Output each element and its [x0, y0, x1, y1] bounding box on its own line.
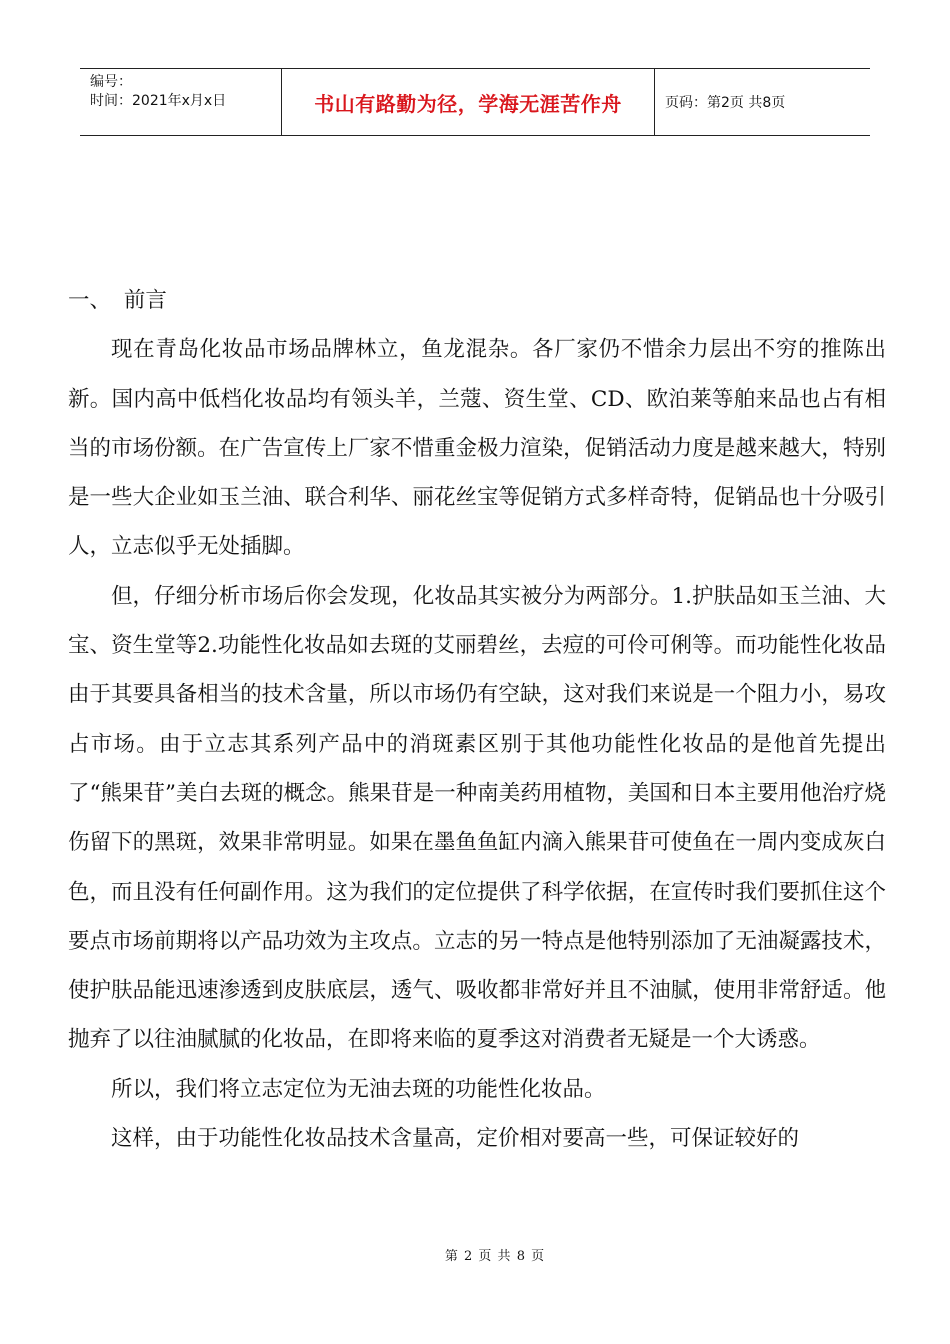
paragraph: 现在青岛化妆品市场品牌林立，鱼龙混杂。各厂家仍不惜余力层出不穷的推陈出新。国内高中低档化妆品均有领头羊，兰蔻、资生堂、CD、欧泊莱等舶来品也占有相当的市场份额。在广告宣传上厂家不惜重金极力渲染，促销活动力度是越来越大，特别是一些大企业如玉兰油、联合利华、丽花丝宝等促销方式多样奇特，促销品也十分吸引人，立志似乎无处插脚。: [68, 337, 886, 560]
header-page-number: 页码：第2页 共8页: [665, 95, 786, 111]
page-header: [80, 68, 870, 136]
paragraph: 所以，我们将立志定位为无油去斑的功能性化妆品。: [111, 1076, 606, 1102]
page-footer: 第 2 页 共 8 页: [444, 1249, 546, 1264]
document-number-label: 编号：: [90, 74, 132, 90]
header-motto: 书山有路勤为径，学海无涯苦作舟: [282, 69, 655, 135]
document-time-label: 时间：2021年x月x日: [90, 93, 227, 109]
section-heading: 一、 前言: [68, 288, 167, 313]
paragraph: 但，仔细分析市场后你会发现，化妆品其实被分为两部分。1.护肤品如玉兰油、大宝、资生堂等2.功能性化妆品如去斑的艾丽碧丝，去痘的可伶可俐等。而功能性化妆品由于其要具备相当的技术含量，所以市场仍有空缺，这对我们来说是一个阻力小，易攻占市场。由于立志其系列产品中的消斑素区别于其他功能性化妆品的是他首先提出了“熊果苷”美白去斑的概念。熊果苷是一种南美药用植物，美国和日本主要用他治疗烧伤留下的黑斑，效果非常明显。如果在墨鱼鱼缸内滴入熊果苷可使鱼在一周内变成灰白色，而且没有任何副作用。这为我们的定位提供了科学依据，在宣传时我们要抓住这个要点市场前期将以产品功效为主攻点。立志的另一特点是他特别添加了无油凝露技术，使护肤品能迅速渗透到皮肤底层，透气、吸收都非常好并且不油腻，使用非常舒适。他抛弃了以往油腻腻的化妆品，在即将来临的夏季这对消费者无疑是一个大诱惑。: [68, 583, 886, 1053]
header-meta: [80, 69, 282, 135]
paragraph: 这样，由于功能性化妆品技术含量高，定价相对要高一些，可保证较好的: [111, 1126, 800, 1152]
document-body: [68, 276, 886, 1163]
